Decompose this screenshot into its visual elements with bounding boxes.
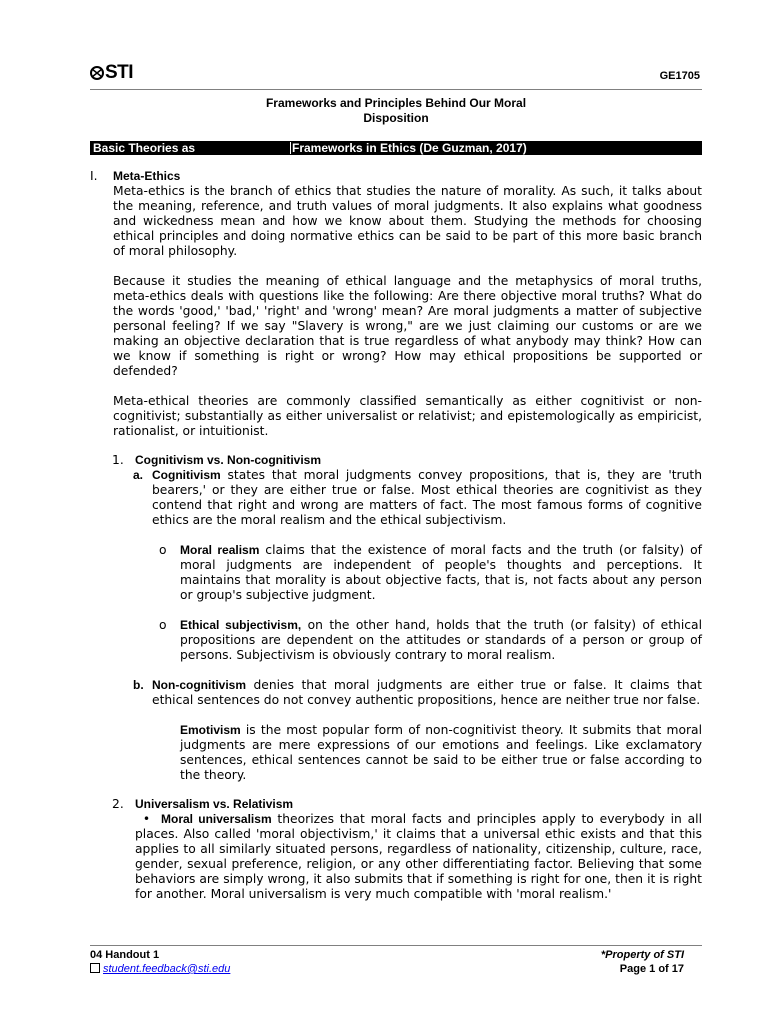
document-body bbox=[90, 169, 702, 902]
sti-logo-icon bbox=[90, 65, 104, 81]
term: Emotivism bbox=[180, 723, 241, 737]
subsection-marker: 2. bbox=[112, 797, 124, 811]
term: Moral realism bbox=[180, 543, 260, 557]
item-marker: a. bbox=[133, 468, 144, 482]
section-banner bbox=[90, 141, 702, 155]
property-label: *Property of STI bbox=[600, 949, 684, 961]
subsection-heading: Universalism vs. Relativism bbox=[135, 797, 294, 811]
paragraph bbox=[152, 678, 702, 708]
banner-divider bbox=[290, 142, 291, 154]
course-code: GE1705 bbox=[659, 70, 700, 82]
bullet-marker: o bbox=[159, 543, 167, 557]
banner-text-left: Basic Theories as bbox=[93, 141, 196, 155]
page-number: Page 1 of 17 bbox=[619, 963, 684, 975]
subsection-universalism bbox=[112, 797, 702, 902]
sti-logo bbox=[90, 62, 133, 84]
bullet-moral-realism bbox=[159, 543, 702, 603]
section-marker: I. bbox=[90, 169, 98, 183]
term-text: is the most popular form of non-cognitivist theory. It submits that moral judgments are mere expressions of our emotions and feelings. Like exclamatory sentences, ethical sentences cannot be said to be either true or false according to the theory. bbox=[180, 723, 702, 782]
document-title bbox=[90, 96, 702, 126]
item-marker: b. bbox=[133, 678, 144, 692]
bullet-marker: • bbox=[142, 812, 151, 826]
bullet-ethical-subjectivism bbox=[159, 618, 702, 663]
banner-text-right: Frameworks in Ethics (De Guzman, 2017) bbox=[292, 141, 527, 155]
term-text: claims that the existence of moral facts and the truth (or falsity) of moral judgments are independent of people's thoughts and perceptions. It maintains that morality is about objective facts, that is, not facts about any person or group's subjective judgment. bbox=[180, 543, 702, 602]
logo-text: STI bbox=[105, 62, 134, 83]
term-text: denies that moral judgments are either true or false. It claims that ethical sentences do not convey authentic propositions, hence are neither true nor false. bbox=[152, 678, 702, 707]
paragraph bbox=[180, 543, 702, 603]
feedback-email-link[interactable]: student.feedback@sti.edu bbox=[103, 963, 231, 975]
handout-label: 04 Handout 1 bbox=[90, 949, 160, 961]
paragraph bbox=[152, 468, 702, 528]
paragraph: Meta-ethical theories are commonly classified semantically as either cognitivist or non-cognitivist; substantially as either universalist or relativist; and epistemologically as empiricist, rationalist, or intuitionist. bbox=[113, 394, 702, 438]
term: Non-cognitivism bbox=[152, 678, 247, 692]
subsection-cognitivism bbox=[112, 453, 702, 783]
paragraph: Meta-ethics is the branch of ethics that studies the nature of morality. As such, it talks about the meaning, reference, and truth values of moral judgments. It also explains what goodness and wickedness mean and how we know about them. Studying the methods for choosing ethical principles and doing normative ethics can be said to be part of this more basic branch of moral philosophy. bbox=[113, 184, 702, 258]
paragraph bbox=[180, 723, 702, 783]
bullet-marker: o bbox=[159, 618, 167, 632]
term-text: theorizes that moral facts and principles apply to everybody in all places. Also called 'moral objectivism,' it claims that a universal ethic exists and that this applies to all similarly situated persons, regardless of nationality, citizenship, culture, race, gender, sexual preference, religion, or any other differentiating factor. Believing that some behaviors are simply wrong, it also submits that if something is right for one, then it is right for another. Moral universalism is very much compatible with 'moral realism.' bbox=[135, 812, 702, 901]
section-meta-ethics bbox=[90, 169, 702, 439]
title-line-1: Frameworks and Principles Behind Our Moral bbox=[265, 96, 527, 110]
subsection-heading: Cognitivism vs. Non-cognitivism bbox=[135, 453, 322, 467]
footer-rule bbox=[90, 945, 702, 946]
term: Ethical subjectivism, bbox=[180, 618, 302, 632]
paragraph: Because it studies the meaning of ethical language and the metaphysics of moral truths, meta-ethics deals with questions like the following: Are there objective moral truths? What do the words 'good,' 'bad,' 'right' and 'wrong' mean? Are moral judgments a matter of subjective personal feeling? If we say "Slavery is wrong," are we just claiming our customs or are we making an objective declaration that is true regardless of what anybody may think? How can we know if something is right or wrong? How may ethical propositions be supported or defended? bbox=[113, 274, 702, 378]
item-cognitivism bbox=[133, 468, 702, 528]
subsection-marker: 1. bbox=[112, 453, 124, 467]
header-rule bbox=[90, 89, 702, 90]
term-text: on the other hand, holds that the truth (or falsity) of ethical propositions are dependent on the attitudes or standards of a person or group of persons. Subjectivism is obviously contrary to moral realism. bbox=[180, 618, 702, 662]
section-heading: Meta-Ethics bbox=[113, 169, 181, 183]
emotivism-block bbox=[180, 723, 702, 783]
item-non-cognitivism bbox=[133, 678, 702, 708]
term: Cognitivism bbox=[152, 468, 221, 482]
term-text: states that moral judgments convey propositions, that is, they are 'truth bearers,' or they are either true or false. Most ethical theories are cognitivist as they contend that right and wrong are matters of fact. The most famous forms of cognitive ethics are the moral realism and the ethical subjectivism. bbox=[152, 468, 702, 527]
email-icon bbox=[90, 963, 100, 973]
title-line-2: Disposition bbox=[363, 111, 429, 125]
paragraph bbox=[180, 618, 702, 663]
paragraph bbox=[135, 812, 702, 902]
term: Moral universalism bbox=[161, 812, 272, 826]
page-header bbox=[90, 60, 702, 90]
